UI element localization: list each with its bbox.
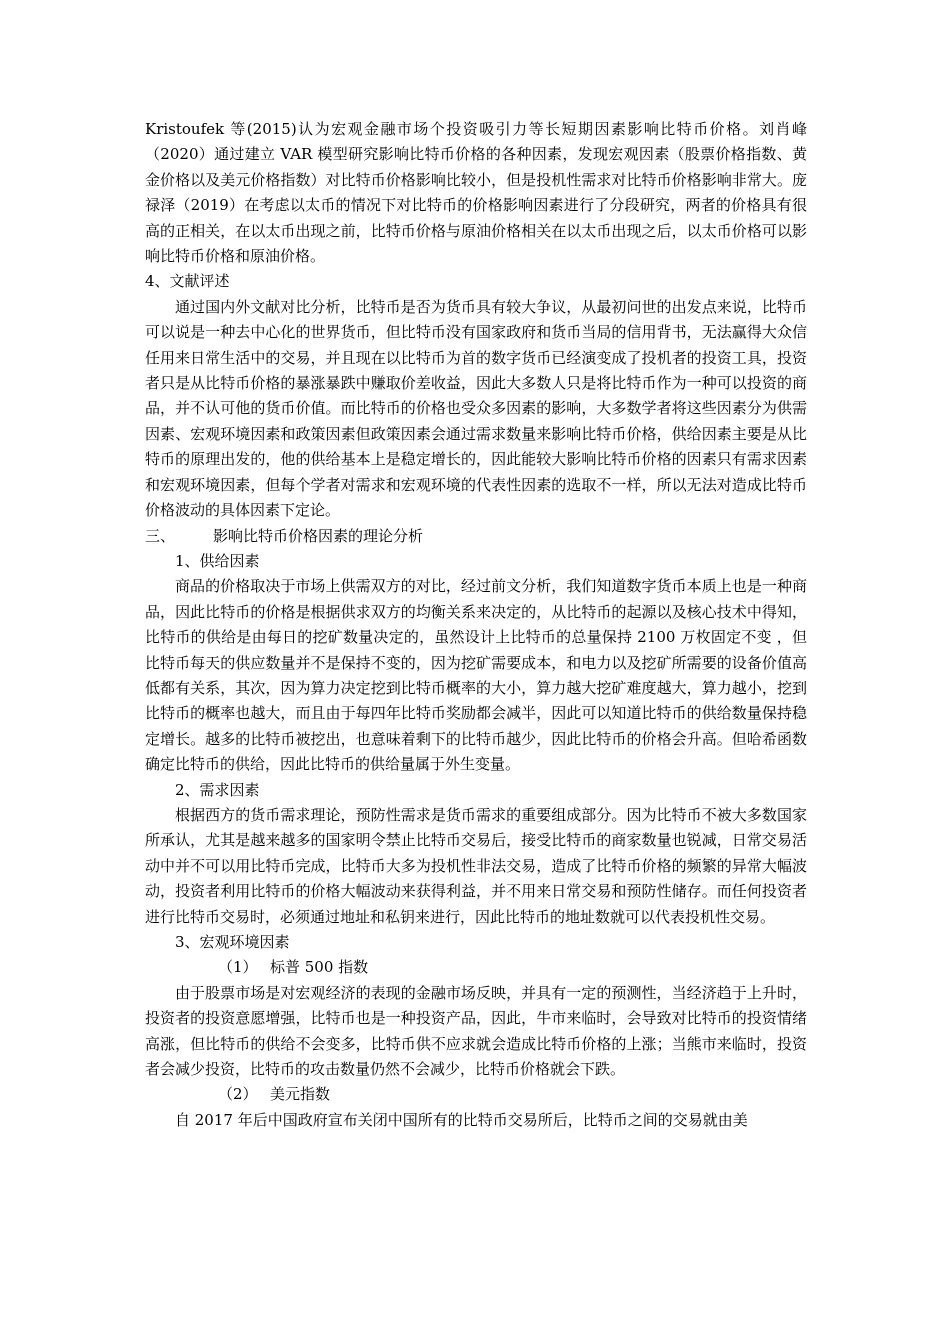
paragraph-sp500: 由于股票市场是对宏观经济的表现的金融市场反映，并具有一定的预测性，当经济趋于上升时，投资者的投资意愿增强，比特币也是一种投资产品，因此，牛市来临时，会导致对比特币的投资情绪高涨，但比特币的供给不会变多，比特币供不应求就会造成比特币价格的上涨；当熊市来临时，投资者会减少投资，比特币的攻击数量仍然不会减少，比特币价格就会下跌。 bbox=[145, 983, 807, 1079]
paragraph-literature-continued: Kristoufek 等(2015)认为宏观金融市场个投资吸引力等长短期因素影响比特币价格。刘肖峰（2020）通过建立 VAR 模型研究影响比特币价格的各种因素，发现宏观因素（股票价格指数、黄金价格以及美元价格指数）对比特币价格影响比较小，但是投机性需求对比特币价格影响非常大。庞禄泽（2019）在考虑以太币的情况下对比特币的价格影响因素进行了分段研究，两者的价格具有很高的正相关，在以太币出现之前，比特币价格与原油价格相关在以太币出现之后，以太币价格可以影响比特币价格和原油价格。 bbox=[145, 120, 807, 266]
section-heading-theory bbox=[145, 524, 807, 549]
document-page bbox=[145, 117, 807, 1133]
heading-supply-factors: 1、供给因素 bbox=[175, 551, 260, 570]
paragraph-supply-factors: 商品的价格取决于市场上供需双方的对比，经过前文分析，我们知道数字货币本质上也是一种商品，因此比特币的价格是根据供求双方的均衡关系来决定的，从比特币的起源以及核心技术中得知，比特币的供给是由每日的挖矿数量决定的，虽然设计上比特币的总量保持 2100 万枚固定不变 ，但比特币每天的供应数量并不是保持不变的，因为挖矿需要成本，和电力以及挖矿所需要的设备价值高低都有关系，其次，因为算力决定挖到比特币概率的大小，算力越大挖矿难度越大，算力越小，挖到比特币的概率也越大，而且由于每四年比特币奖励都会减半，因此可以知道比特币的供给数量保持稳定增长。越多的比特币被挖出，也意味着剩下的比特币越少，因此比特币的价格会升高。但哈希函数确定比特币的供给，因此比特币的供给量属于外生变量。 bbox=[145, 577, 807, 774]
subheading-number: （1） bbox=[218, 958, 258, 977]
subheading-sp500 bbox=[145, 955, 807, 980]
heading-demand-factors: 2、需求因素 bbox=[175, 780, 260, 799]
paragraph-demand-factors: 根据西方的货币需求理论，预防性需求是货币需求的重要组成部分。因为比特币不被大多数国家所承认，尤其是越来越多的国家明令禁止比特币交易后，接受比特币的商家数量也锐减，日常交易活动中并不可以用比特币完成，比特币大多为投机性非法交易，造成了比特币价格的频繁的异常大幅波动，投资者利用比特币的价格大幅波动来获得利益，并不用来日常交易和预防性储存。而任何投资者进行比特币交易时，必须通过地址和私钥来进行，因此比特币的地址数就可以代表投机性交易。 bbox=[145, 805, 807, 926]
paragraph-literature-review: 通过国内外文献对比分析，比特币是否为货币具有较大争议，从最初问世的出发点来说，比特币可以说是一种去中心化的世界货币，但比特币没有国家政府和货币当局的信用背书，无法赢得大众信任用来日常生活中的交易，并且现在以比特币为首的数字货币已经演变成了投机者的投资工具，投资者只是从比特币价格的暴涨暴跌中赚取价差收益，因此大多数人只是将比特币作为一种可以投资的商品，并不认可他的货币价值。而比特币的价格也受众多因素的影响，大多数学者将这些因素分为供需因素、宏观环境因素和政策因素但政策因素会通过需求数量来影响比特币价格，供给因素主要是从比特币的原理出发的，他的供给基本上是稳定增长的，因此能较大影响比特币价格的因素只有需求因素和宏观环境因素，但每个学者对需求和宏观环境的代表性因素的选取不一样，所以无法对造成比特币价格波动的具体因素下定论。 bbox=[145, 297, 807, 520]
subheading-dollar-index bbox=[145, 1082, 807, 1107]
heading-macro-factors: 3、宏观环境因素 bbox=[175, 933, 290, 951]
subheading-title: 标普 500 指数 bbox=[270, 958, 369, 977]
heading-literature-review: 4、文献评述 bbox=[145, 272, 230, 291]
section-title: 影响比特币价格因素的理论分析 bbox=[213, 526, 424, 545]
subheading-title: 美元指数 bbox=[270, 1085, 331, 1104]
section-number: 三、 bbox=[145, 526, 176, 545]
subheading-number: （2） bbox=[218, 1085, 258, 1104]
paragraph-dollar-index: 自 2017 年后中国政府宣布关闭中国所有的比特币交易所后，比特币之间的交易就由美 bbox=[175, 1110, 748, 1129]
